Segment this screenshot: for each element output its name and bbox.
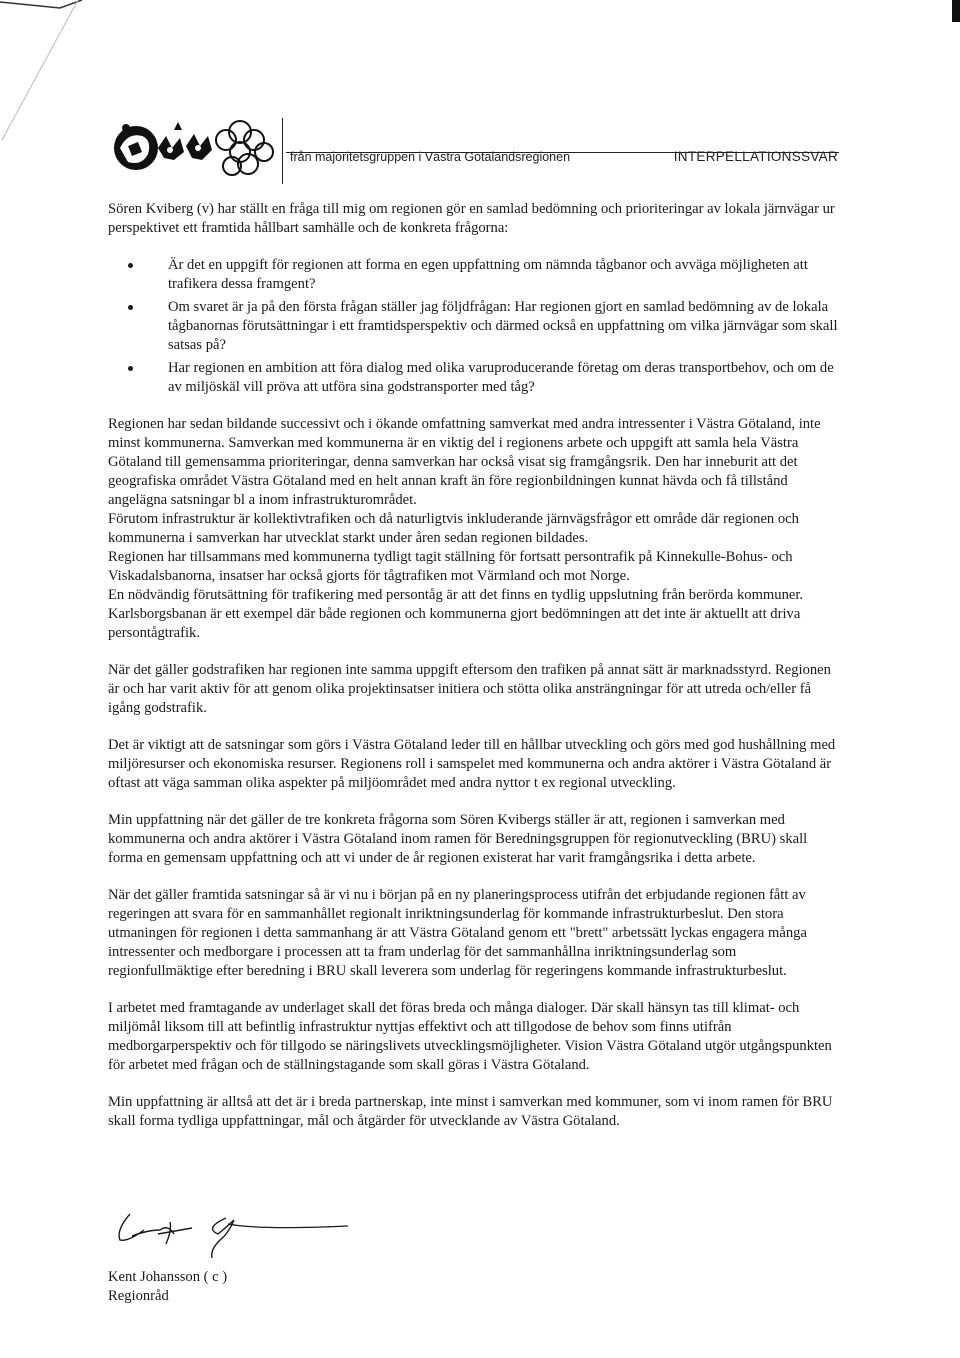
question-item [168, 359, 838, 397]
question-text: Är det en uppgift för regionen att forma en egen uppfattning om nämnda tågbanor och avväga möjligheten att trafikera dessa framgent? [168, 257, 808, 292]
party-logo-icon [108, 108, 283, 186]
signature-block [108, 1200, 508, 1320]
header-vertical-rule [282, 118, 283, 184]
paragraph-line: Regionen har tillsammans med kommunerna tydligt tagit ställning för fortsatt persontrafik på Kinnekulle-Bohus- och Viskadalsbanorna, insatser har också gjorts för tågtrafiken mot Värmland och mot Norge. [108, 549, 793, 584]
body-paragraph: I arbetet med framtagande av underlaget skall det föras breda och många dialoger. Där skall hänsyn tas till klimat- och miljömål liksom till att befintlig infrastruktur nyttjas effektivt och att tillgodose de behov som finns utifrån medborgarperspektiv och för tillgodo se näringslivets utvecklingsmöjligheter. Vision Västra Götaland utgör utgångspunkten för arbetet med frågan och de ställningstagande som skall göras i Västra Götaland. [108, 1000, 832, 1073]
document-type: INTERPELLATIONSSVAR [673, 149, 838, 164]
body-paragraph: Det är viktigt att de satsningar som görs i Västra Götaland leder till en hållbar utveckling och görs med god hushållning med miljöresurser och ekonomiska resurser. Regionens roll i samspelet med kommunerna och andra aktörer i Västra Götaland är oftast att väga samman olika aspekter på miljöområdet med andra nyttor t ex regional utveckling. [108, 737, 836, 791]
body-paragraph: Min uppfattning är alltså att det är i breda partnerskap, inte minst i samverkan med kommuner, som vi inom ramen för BRU skall forma tydliga uppfattningar, mål och åtgärder för utvecklande av Västra Götaland. [108, 1094, 833, 1129]
signatory-name: Kent Johansson ( c ) [108, 1269, 228, 1285]
letterhead [108, 108, 838, 188]
body-paragraph: När det gäller godstrafiken har regionen inte samma uppgift eftersom den trafiken på annat sätt är marknadsstyrd. Regionen är och har varit aktiv för att genom olika projektinsatser initiera och stötta olika ansträngningar för att utreda och/eller få igång godstrafik. [108, 662, 831, 716]
bullet-icon [128, 305, 133, 310]
signatory-title: Regionråd [108, 1288, 169, 1304]
body-paragraph: När det gäller framtida satsningar så är vi nu i början på en ny planeringsprocess utifrån det erbjudande regionen fått av regeringen att svara för en sammanhållet regionalt inriktningsunderlag för kommande infrastrukturbeslut. Den stora utmaningen för regionen i detta sammanhang är att Västra Götaland genom ett "brett" arbetssätt lyckas engagera många intressenter och medborgare i processen att ta fram underlag för det sammanhållna inriktningsunderlag som regionfullmäktige efter beredning i BRU skall leverera som underlag för regeringens kommande infrastrukturbeslut. [108, 887, 807, 979]
paragraph-line: Förutom infrastruktur är kollektivtrafiken och då naturligtvis inkluderande järnvägsfrågor ett område där regionen och kommunerna i samverkan har utvecklat starkt under åren sedan regionen bildades. [108, 511, 799, 546]
header-subtitle: från majoritetsgruppen i Västra Götalandsregionen [290, 150, 571, 164]
question-text: Om svaret är ja på den första frågan ställer jag följdfrågan: Har regionen gjort en samlad bedömning av de lokala tågbanornas förutsättningar i ett framtidsperspektiv och därmed också en uppfattning om vilka järnvägar som skall satsas på? [168, 299, 838, 353]
bullet-icon [128, 263, 133, 268]
intro-paragraph: Sören Kviberg (v) har ställt en fråga till mig om regionen gör en samlad bedömning och prioriteringar av lokala järnvägar ur perspektivet ett framtida hållbart samhälle och de konkreta frågorna: [108, 201, 835, 236]
question-list [108, 256, 838, 397]
question-text: Har regionen en ambition att föra dialog med olika varuproducerande företag om deras transportbehov, och om de av miljöskäl vill pröva att utföra sina godstransporter med tåg? [168, 360, 834, 395]
handwritten-signature [108, 1200, 358, 1264]
letter-body [108, 200, 838, 1149]
bullet-icon [128, 366, 133, 371]
body-paragraph [108, 415, 838, 643]
body-paragraph: Min uppfattning när det gäller de tre konkreta frågorna som Sören Kvibergs ställer är att, regionen i samverkan med kommunerna och andra aktörer i Västra Götaland inom ramen för Beredningsgruppen för regionutveckling (BRU) skall forma en gemensam uppfattning och att vi under de år regionen existerat har varit framgångsrika i detta arbete. [108, 812, 808, 866]
paragraph-line: En nödvändig förutsättning för trafikering med persontåg är att det finns en tydlig uppslutning från berörda kommuner. Karlsborgsbanan är ett exempel där både regionen och kommunerna gjort bedömningen att det inte är aktuellt att driva persontågtrafik. [108, 587, 804, 641]
question-item [168, 256, 838, 294]
question-item [168, 298, 838, 355]
paragraph-line: Regionen har sedan bildande successivt och i ökande omfattning samverkat med andra intressenter i Västra Götaland, inte minst kommunerna. Samverkan med kommunerna är en viktig del i regionens arbete och uppgift att samla hela Västra Götaland till gemensamma prioriteringar, denna samverkan har också visat sig framgångsrik. Den har inneburit att det geografiska området Västra Götaland med en helt annan kraft än före regionbildningen kunnat hävda och få tillstånd angelägna satsningar bl a inom infrastrukturområdet. [108, 416, 821, 508]
